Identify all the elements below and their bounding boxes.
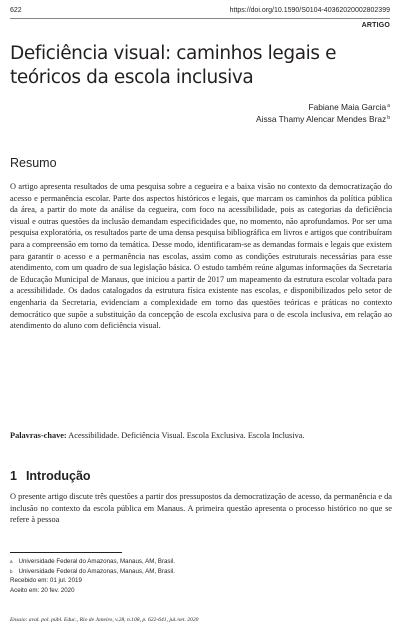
author-list bbox=[256, 101, 390, 125]
author-2 bbox=[256, 113, 390, 125]
keywords-text: Acessibilidade. Deficiência Visual. Escola Exclusiva. Escola Inclusiva. bbox=[66, 431, 305, 440]
author-mark: a bbox=[387, 103, 390, 109]
footnote-mark: a bbox=[10, 559, 13, 564]
doi-link[interactable]: https://doi.org/10.1590/S0104-40362020002802399 bbox=[229, 7, 390, 14]
footnote-a bbox=[10, 557, 175, 567]
keywords bbox=[10, 430, 392, 442]
introduction-text: O presente artigo discute três questões a partir dos pressupostos da democratização de acesso, da permanência e da inclusão no contexto da escola pública em Manaus. A primeira questão apresenta o processo histórico no que se refere à pessoa bbox=[10, 492, 392, 525]
abstract-heading: Resumo bbox=[10, 156, 57, 170]
footnote-b bbox=[10, 567, 175, 577]
page-number: 622 bbox=[10, 7, 22, 14]
section-number: 1 bbox=[10, 469, 17, 483]
author-name: Fabiane Maia Garcia bbox=[308, 102, 387, 112]
footnotes bbox=[10, 557, 175, 595]
author-mark: b bbox=[387, 115, 390, 121]
abstract-text: O artigo apresenta resultados de uma pesquisa sobre a cegueira e a baixa visão no contexto da democratização do acesso e permanência escolar. Parte dos aspectos históricos e legais, que marcam os caminhos da política pública da área, a partir do mote da análise da cegueira, com foco na acessibilidade, pois as categorias da deficiência visual e outras questões da inclusão demandam especificidades que, no momento, não aprofundamos. Por ser uma pesquisa exploratória, os resultados parte de uma densa pesquisa bibliográfica em livros e artigos que contribuíram para a compreensão em torno da temática. Desse modo, identificaram-se as demandas formais e legais que existem para garantir o acesso e a permanência nas escolas, assim como as condições estruturais necessárias para esse atendimento, com um quadro de sua legislação básica. O estudo também reúne algumas informações da Secretaria de Educação Municipal de Manaus, que iniciou a partir de 2017 um mapeamento da estrutura escolar voltada para a acessibilidade. Os dados catalogados da estrutura física existente nas escolas, e disponibilizados pelo setor de engenharia da Secretaria, evidenciam a complexidade em torno das questões teóricas e práticas no contexto democrático que supõe a substituição da concepção de escola exclusiva para o de escola inclusiva, em relação ao atendimento do aluno com deficiência visual. bbox=[10, 182, 392, 331]
footnote-text: Universidade Federal do Amazonas, Manaus, AM, Brasil. bbox=[18, 558, 175, 565]
article-title: Deficiência visual: caminhos legais e teóricos da escola inclusiva bbox=[10, 43, 337, 88]
accepted-date: Aceito em: 20 fev. 2020 bbox=[10, 586, 75, 594]
introduction-heading bbox=[10, 469, 91, 483]
journal-citation: Ensaio: aval. pol. públ. Educ., Rio de Janeiro, v.28, n.108, p. 622-641, jul./set. 2020 bbox=[10, 617, 199, 623]
keywords-label: Palavras-chave: bbox=[10, 431, 67, 440]
author-name: Aissa Thamy Alencar Mendes Braz bbox=[256, 114, 387, 124]
footnote-mark: b bbox=[10, 568, 13, 574]
section-title: Introdução bbox=[25, 469, 91, 483]
section-label: ARTIGO bbox=[361, 22, 390, 29]
header-rule bbox=[10, 18, 390, 19]
footnote-rule bbox=[10, 552, 122, 553]
footnote-text: Universidade Federal do Amazonas, Manaus, AM, Brasil. bbox=[18, 567, 175, 575]
author-1 bbox=[256, 101, 390, 113]
received-date: Recebido em: 01 jul. 2019 bbox=[10, 577, 82, 584]
